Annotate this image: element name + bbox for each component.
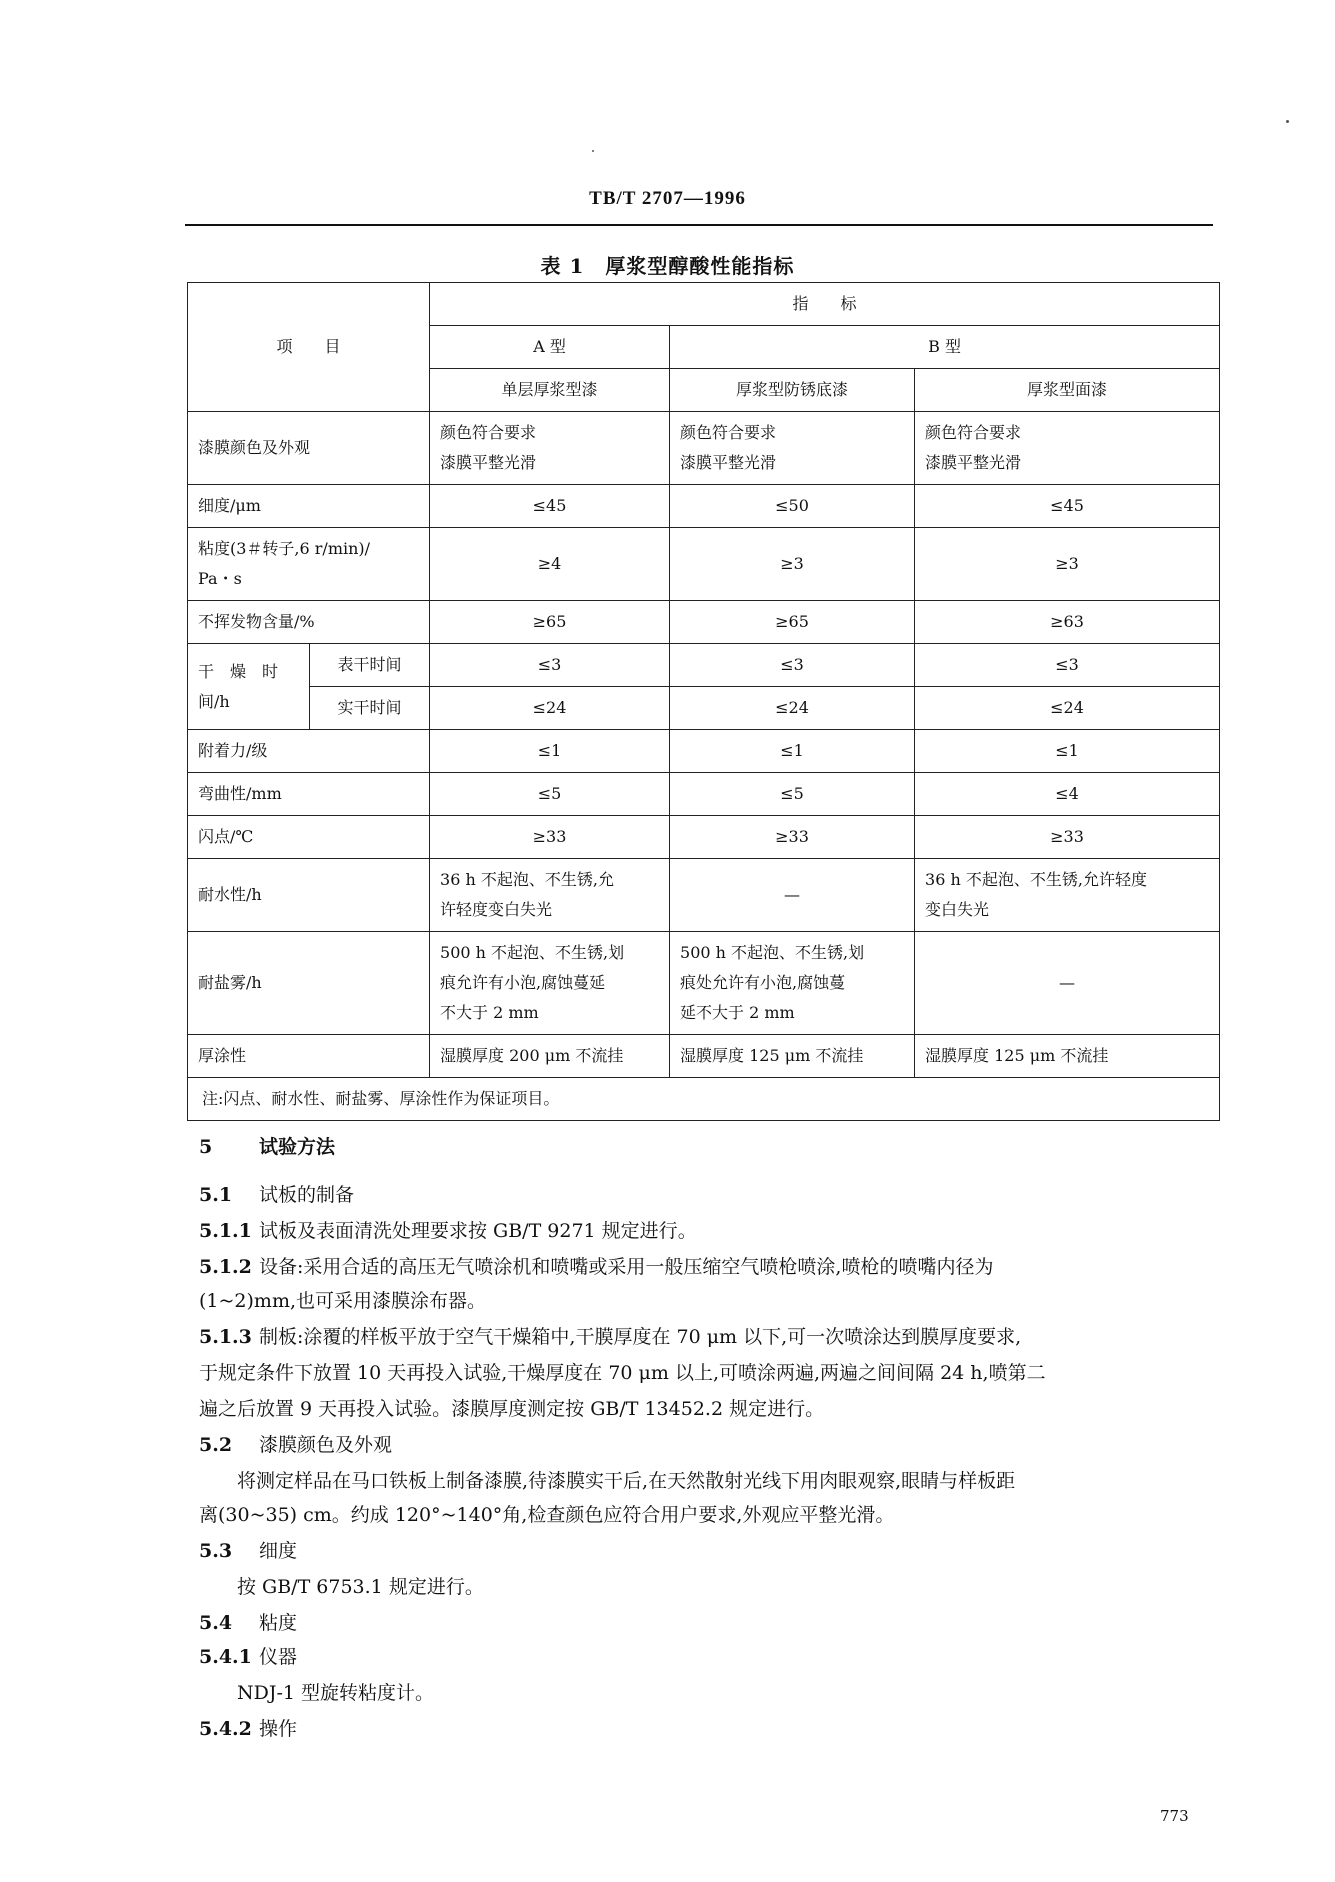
section-number: 5 (199, 1136, 213, 1158)
dry-time-group-label: 干 燥 时 间/h (188, 644, 310, 730)
cell-type-b1: 湿膜厚度 125 μm 不流挂 (670, 1035, 915, 1078)
cell-type-a: 湿膜厚度 200 μm 不流挂 (430, 1035, 670, 1078)
table-header-row (188, 283, 1220, 326)
section-number: 5.4.2 (199, 1718, 252, 1740)
cell-type-b1: ≤1 (670, 730, 915, 773)
cell-type-b2: ≥63 (915, 601, 1220, 644)
body-text-span: 设备:采用合适的高压无气喷涂机和喷嘴或采用一般压缩空气喷枪喷涂,喷枪的喷嘴内径为 (259, 1256, 994, 1278)
cell-type-b1: ≥65 (670, 601, 915, 644)
cell-type-b2: — (915, 932, 1220, 1035)
body-line (199, 1216, 697, 1246)
section-number: 5.4 (199, 1612, 233, 1634)
table-row (188, 730, 1220, 773)
table-title: 表 1 厚浆型醇酸性能指标 (540, 254, 795, 278)
body-line (199, 1714, 297, 1744)
performance-table (187, 282, 1220, 1121)
body-line (199, 1678, 434, 1708)
body-text-span: 离(30~35) cm。约成 120°~140°角,检查颜色应符合用户要求,外观应平整光滑。 (199, 1504, 895, 1526)
cell-type-a: ≤1 (430, 730, 670, 773)
body-text-span: 制板:涂覆的样板平放于空气干燥箱中,干膜厚度在 70 μm 以下,可一次喷涂达到膜厚度要求, (259, 1326, 1022, 1348)
cell-type-b2: ≥33 (915, 816, 1220, 859)
body-line (199, 1180, 354, 1210)
cell-type-b1: 颜色符合要求 漆膜平整光滑 (670, 412, 915, 485)
cell-type-b1: — (670, 859, 915, 932)
page-number: 773 (1160, 1807, 1189, 1825)
table-row (188, 412, 1220, 485)
cell-type-a: ≤5 (430, 773, 670, 816)
cell-type-b1: ≤3 (670, 644, 915, 687)
cell-type-b1: ≤24 (670, 687, 915, 730)
cell-type-a: ≤3 (430, 644, 670, 687)
row-item-label: 附着力/级 (188, 730, 430, 773)
body-text-span: (1~2)mm,也可采用漆膜涂布器。 (199, 1290, 486, 1312)
cell-type-b2: 36 h 不起泡、不生锈,允许轻度 变白失光 (915, 859, 1220, 932)
body-line (199, 1430, 392, 1460)
body-text-span: 细度 (259, 1540, 298, 1562)
table-row (188, 773, 1220, 816)
header-sub-a: 单层厚浆型漆 (430, 369, 670, 412)
body-line (199, 1286, 486, 1316)
table-row (188, 601, 1220, 644)
cell-type-b2: ≤45 (915, 485, 1220, 528)
body-line (199, 1500, 894, 1530)
section-number: 5.1.1 (199, 1220, 252, 1242)
body-text-span: 操作 (259, 1718, 298, 1740)
table-row-dry-hard (188, 687, 1220, 730)
cell-type-a: ≥4 (430, 528, 670, 601)
cell-type-a: ≥65 (430, 601, 670, 644)
table-row (188, 816, 1220, 859)
cell-type-b2: ≤3 (915, 644, 1220, 687)
section-heading: 试验方法 (259, 1136, 336, 1158)
section-number: 5.3 (199, 1540, 233, 1562)
body-line (199, 1322, 1021, 1352)
section-number: 5.1.3 (199, 1326, 252, 1348)
cell-type-a: 颜色符合要求 漆膜平整光滑 (430, 412, 670, 485)
cell-type-b1: ≤50 (670, 485, 915, 528)
section-number: 5.2 (199, 1434, 233, 1456)
row-item-label: 粘度(3＃转子,6 r/min)/ Pa・s (188, 528, 430, 601)
header-index-cell: 指 标 (430, 283, 1220, 326)
body-line (199, 1536, 297, 1566)
body-line (199, 1642, 297, 1672)
cell-type-b1: ≤5 (670, 773, 915, 816)
document-code: TB/T 2707—1996 (589, 188, 746, 209)
scan-speck (592, 150, 594, 152)
body-text-span: 按 GB/T 6753.1 规定进行。 (199, 1576, 484, 1598)
row-item-label: 细度/μm (188, 485, 430, 528)
header-sub-b1: 厚浆型防锈底漆 (670, 369, 915, 412)
table-row (188, 859, 1220, 932)
table-row (188, 932, 1220, 1035)
dry-surface-label: 表干时间 (310, 644, 430, 687)
body-line (199, 1572, 484, 1602)
header-item-cell: 项 目 (188, 283, 430, 412)
table-row (188, 1035, 1220, 1078)
body-text-span: 遍之后放置 9 天再投入试验。漆膜厚度测定按 GB/T 13452.2 规定进行。 (199, 1398, 825, 1420)
body-text-span: 仪器 (259, 1646, 298, 1668)
cell-type-b2: ≤1 (915, 730, 1220, 773)
table-row (188, 528, 1220, 601)
cell-type-b2: ≤4 (915, 773, 1220, 816)
cell-type-a: 500 h 不起泡、不生锈,划 痕允许有小泡,腐蚀蔓延 不大于 2 mm (430, 932, 670, 1035)
cell-type-b1: ≥3 (670, 528, 915, 601)
header-rule (185, 224, 1213, 226)
scan-speck (1286, 120, 1289, 123)
body-line (199, 1358, 1046, 1388)
body-line (199, 1466, 1015, 1496)
cell-type-b2: 湿膜厚度 125 μm 不流挂 (915, 1035, 1220, 1078)
body-text-span: 试板及表面清洗处理要求按 GB/T 9271 规定进行。 (259, 1220, 697, 1242)
body-text-span: 漆膜颜色及外观 (259, 1434, 393, 1456)
row-item-label: 不挥发物含量/% (188, 601, 430, 644)
header-sub-b2: 厚浆型面漆 (915, 369, 1220, 412)
section-number: 5.4.1 (199, 1646, 252, 1668)
header-type-a: A 型 (430, 326, 670, 369)
cell-type-b2: ≤24 (915, 687, 1220, 730)
cell-type-a: ≤24 (430, 687, 670, 730)
body-text-span: 粘度 (259, 1612, 298, 1634)
body-text-span: 于规定条件下放置 10 天再投入试验,干燥厚度在 70 μm 以上,可喷涂两遍,两遍之间间隔 24 h,喷第二 (199, 1362, 1046, 1384)
table-note-row (188, 1078, 1220, 1121)
row-item-label: 厚涂性 (188, 1035, 430, 1078)
dry-hard-label: 实干时间 (310, 687, 430, 730)
body-text-span: NDJ-1 型旋转粘度计。 (199, 1682, 435, 1704)
cell-type-b1: 500 h 不起泡、不生锈,划 痕处允许有小泡,腐蚀蔓 延不大于 2 mm (670, 932, 915, 1035)
cell-type-a: ≤45 (430, 485, 670, 528)
body-line (199, 1132, 335, 1162)
row-item-label: 耐盐雾/h (188, 932, 430, 1035)
row-item-label: 弯曲性/mm (188, 773, 430, 816)
body-text-span: 将测定样品在马口铁板上制备漆膜,待漆膜实干后,在天然散射光线下用肉眼观察,眼睛与样板距 (199, 1470, 1016, 1492)
table-row (188, 485, 1220, 528)
row-item-label: 漆膜颜色及外观 (188, 412, 430, 485)
cell-type-b2: ≥3 (915, 528, 1220, 601)
section-number: 5.1 (199, 1184, 233, 1206)
body-line (199, 1608, 297, 1638)
body-text-span: 试板的制备 (259, 1184, 355, 1206)
cell-type-a: ≥33 (430, 816, 670, 859)
body-line (199, 1252, 993, 1282)
header-type-b: B 型 (670, 326, 1220, 369)
cell-type-a: 36 h 不起泡、不生锈,允 许轻度变白失光 (430, 859, 670, 932)
row-item-label: 耐水性/h (188, 859, 430, 932)
cell-type-b2: 颜色符合要求 漆膜平整光滑 (915, 412, 1220, 485)
table-note: 注:闪点、耐水性、耐盐雾、厚涂性作为保证项目。 (188, 1078, 1220, 1121)
section-number: 5.1.2 (199, 1256, 252, 1278)
body-line (199, 1394, 824, 1424)
cell-type-b1: ≥33 (670, 816, 915, 859)
table-row-dry-surface (188, 644, 1220, 687)
row-item-label: 闪点/℃ (188, 816, 430, 859)
